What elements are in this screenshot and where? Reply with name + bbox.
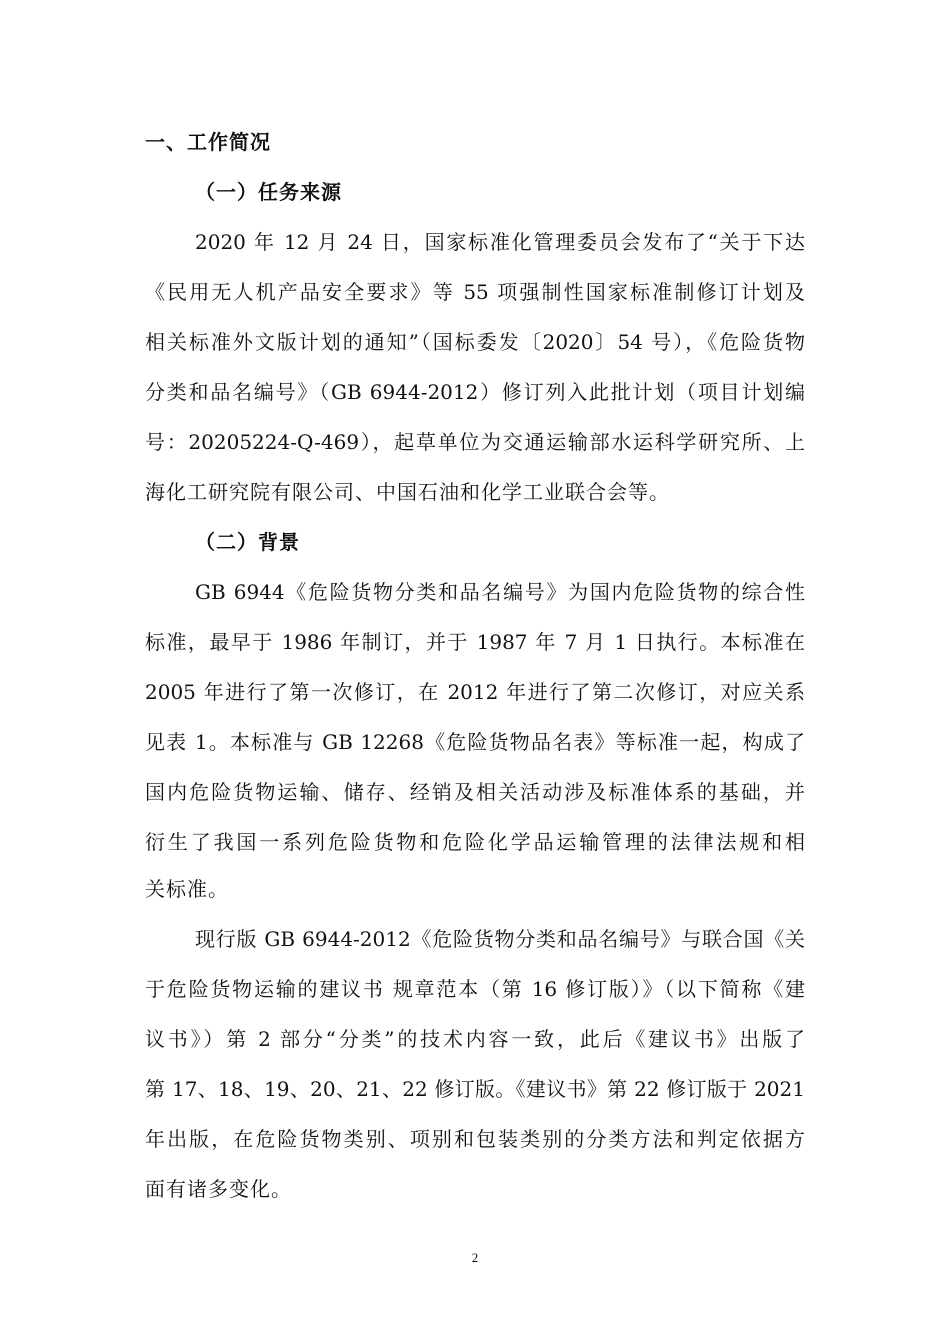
- background-paragraph-2-line: 面有诸多变化。: [145, 1177, 292, 1201]
- task-source-line: 相关标准外文版计划的通知”（国标委发〔2020〕54 号），《危险货物: [145, 330, 805, 354]
- background-paragraph-1-line: 2005 年进行了第一次修订，在 2012 年进行了第二次修订，对应关系: [145, 680, 805, 704]
- task-source-heading: （一）任务来源: [195, 180, 342, 204]
- task-source-line: 2020 年 12 月 24 日，国家标准化管理委员会发布了“关于下达: [195, 230, 805, 254]
- background-paragraph-1-line: 国内危险货物运输、储存、经销及相关活动涉及标准体系的基础，并: [145, 780, 805, 804]
- background-paragraph-2-line: 议书》）第 2 部分“分类”的技术内容一致，此后《建议书》出版了: [145, 1027, 805, 1051]
- background-paragraph-1-line: GB 6944《危险货物分类和品名编号》为国内危险货物的综合性: [195, 580, 805, 604]
- background-paragraph-2-line: 年出版，在危险货物类别、项别和包装类别的分类方法和判定依据方: [145, 1127, 805, 1151]
- task-source-line: 《民用无人机产品安全要求》等 55 项强制性国家标准制修订计划及: [145, 280, 805, 304]
- background-paragraph-2-line: 现行版 GB 6944-2012《危险货物分类和品名编号》与联合国《关: [195, 927, 805, 951]
- background-paragraph-1-line: 见表 1。本标准与 GB 12268《危险货物品名表》等标准一起，构成了: [145, 730, 805, 754]
- background-paragraph-2-line: 第 17、18、19、20、21、22 修订版。《建议书》第 22 修订版于 2021: [145, 1077, 805, 1101]
- task-source-line: 号：20205224-Q-469），起草单位为交通运输部水运科学研究所、上: [145, 430, 805, 454]
- background-paragraph-1-line: 标准，最早于 1986 年制订，并于 1987 年 7 月 1 日执行。本标准在: [145, 630, 805, 654]
- background-paragraph-1-line: 关标准。: [145, 877, 229, 901]
- background-heading: （二）背景: [195, 530, 300, 554]
- task-source-line: 分类和品名编号》（GB 6944-2012）修订列入此批计划（项目计划编: [145, 380, 805, 404]
- page-number: 2: [471, 1250, 479, 1265]
- task-source-line: 海化工研究院有限公司、中国石油和化学工业联合会等。: [145, 480, 670, 504]
- background-paragraph-2-line: 于危险货物运输的建议书 规章范本（第 16 修订版）》（以下简称《建: [145, 977, 805, 1001]
- section-heading: 一、工作简况: [145, 130, 271, 154]
- background-paragraph-1-line: 衍生了我国一系列危险货物和危险化学品运输管理的法律法规和相: [145, 830, 805, 854]
